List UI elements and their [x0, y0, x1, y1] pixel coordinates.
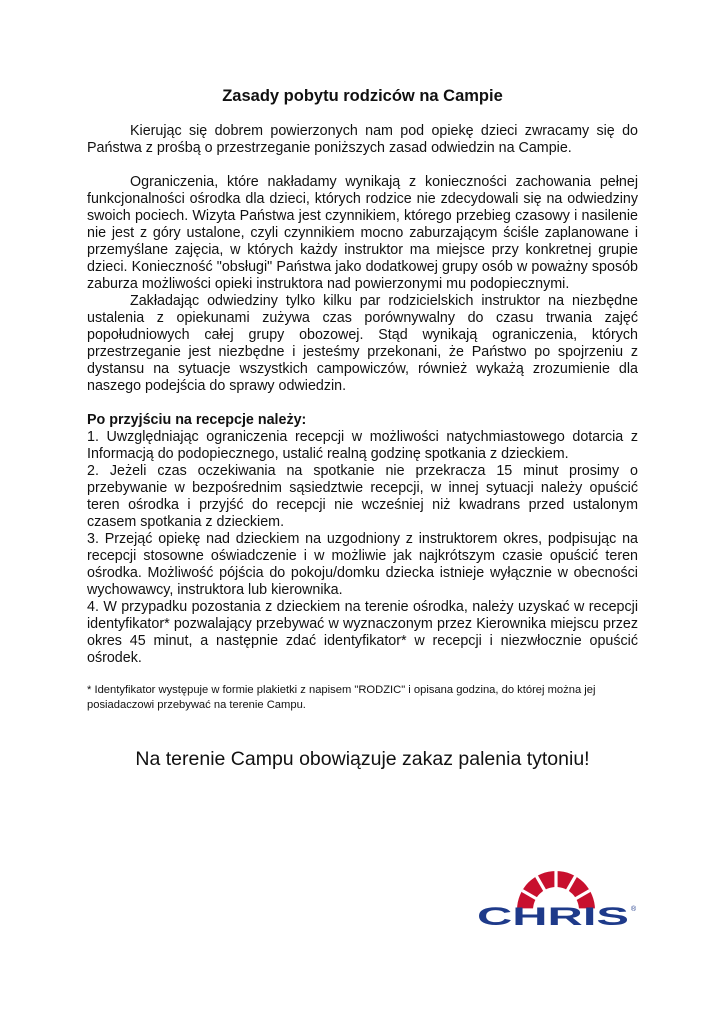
chris-logo	[473, 864, 639, 930]
list-item: 2. Jeżeli czas oczekiwania na spotkanie nie przekracza 15 minut prosimy o przebywanie w bezpośrednim sąsiedztwie recepcji, w innej sytuacji należy opuścić teren ośrodka i przyjść do recepcji nie wcześniej niż kwadrans przed ustalonym czasem spotkania z dzieckiem.	[87, 463, 638, 530]
registered-mark: ®	[631, 906, 637, 913]
restrictions-paragraph: Ograniczenia, które nakładamy wynikają z konieczności zachowania pełnej funkcjonalności ośrodka dla dzieci, których rodzice nie zdecydowali się na odwiedziny swoich pociech. Wizyta Państwa jest czynnikiem, którego przebieg czasowy i nasilenie nie jest z góry ustalone, czyli czynnikiem mocno zaburzającym ściśle zaplanowane i przemyślane zajęcia, w których każdy instruktor ma miejsce przy konkretnej grupie dzieci. Konieczność "obsługi" Państwa jako dodatkowej grupy osób w poważny sposób zaburza możliwości opieki instruktora nad powierzonymi mu podopiecznymi.	[87, 174, 638, 292]
smoking-ban-notice: Na terenie Campu obowiązuje zakaz palenia tytoniu!	[135, 748, 590, 770]
list-item: 3. Przejąć opiekę nad dzieckiem na uzgodniony z instruktorem okres, podpisując na recepcji stosowne oświadczenie i w możliwie jak najkrótszym czasie opuścić teren ośrodka. Możliwość pójścia do pokoju/domku dziecka istnieje wyłącznie w obecności wychowawcy, instruktora lub kierownika.	[87, 531, 638, 598]
identifier-footnote: * Identyfikator występuje w formie plakietki z napisem "RODZIC" i opisana godzina, do której można jej posiadaczowi przebywać na terenie Campu.	[87, 684, 596, 711]
reception-rules-heading: Po przyjściu na recepcje należy:	[87, 412, 307, 428]
document-title: Zasady pobytu rodziców na Campie	[222, 87, 503, 105]
list-item: 4. W przypadku pozostania z dzieckiem na terenie ośrodka, należy uzyskać w recepcji identyfikator* pozwalający przebywać w wyznaczonym przez Kierownika miejscu przez okres 45 minut, a następnie zdać identyfikator* w recepcji i niezwłocznie opuścić ośrodek.	[87, 599, 638, 666]
intro-paragraph: Kierując się dobrem powierzonych nam pod opiekę dzieci zwracamy się do Państwa z prośbą o przestrzeganie poniższych zasad odwiedzin na Campie.	[87, 123, 638, 156]
document-page	[87, 86, 638, 771]
logo-wordmark: CHRIS	[477, 903, 629, 930]
reception-rules-list	[87, 429, 638, 667]
visits-paragraph: Zakładając odwiedziny tylko kilku par rodzicielskich instruktor na niezbędne ustalenia z opiekunami zużywa czas porównywalny do czasu trwania zajęć popołudniowych całej grupy obozowej. Stąd wynikają ograniczenia, których przestrzeganie jest niezbędne i jesteśmy przekonani, że Państwo po spojrzeniu z dystansu na sytuacje wszystkich campowiczów, również wykażą zrozumienie dla naszego podejścia do sprawy odwiedzin.	[87, 293, 638, 394]
list-item: 1. Uwzględniając ograniczenia recepcji w możliwości natychmiastowego dotarcia z Informacją do podopiecznego, ustalić realną godzinę spotkania z dzieckiem.	[87, 429, 638, 462]
